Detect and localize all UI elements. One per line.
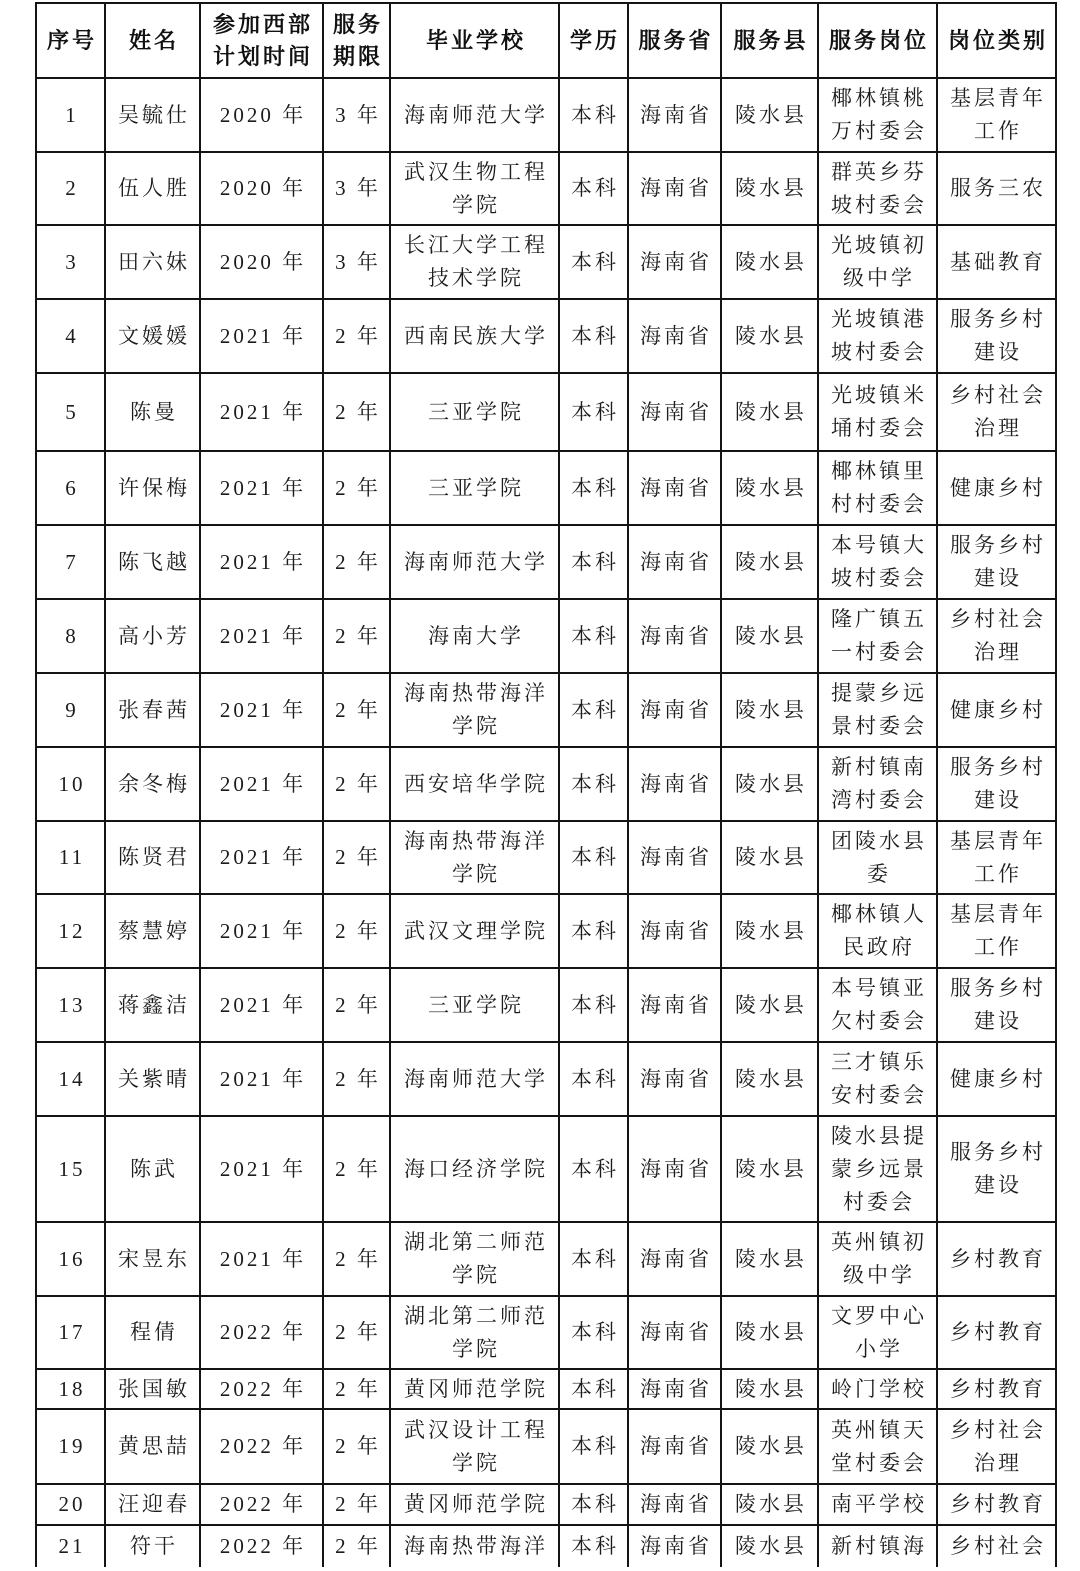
cell-category: 服务乡村建设 xyxy=(937,299,1056,373)
cell-term: 2 年 xyxy=(323,525,390,599)
table-row xyxy=(36,821,1056,894)
cell-post: 椰林镇桃万村委会 xyxy=(818,78,937,152)
cell-name: 宋昱东 xyxy=(105,1222,200,1296)
cell-category: 乡村社会治理 xyxy=(937,373,1056,451)
cell-category: 健康乡村 xyxy=(937,451,1056,525)
cell-name: 文媛媛 xyxy=(105,299,200,373)
cell-degree: 本科 xyxy=(559,1222,628,1296)
cell-province: 海南省 xyxy=(628,821,721,894)
cell-join-time: 2021 年 xyxy=(200,599,323,673)
cell-join-time: 2020 年 xyxy=(200,225,323,299)
cell-post: 新村镇南湾村委会 xyxy=(818,747,937,821)
cell-term: 2 年 xyxy=(323,1409,390,1484)
cell-category: 乡村教育 xyxy=(937,1484,1056,1525)
cell-post: 光坡镇米埇村委会 xyxy=(818,373,937,451)
cell-school: 三亚学院 xyxy=(390,373,559,451)
cell-name: 张春茜 xyxy=(105,673,200,747)
cell-degree: 本科 xyxy=(559,1042,628,1116)
cell-post: 新村镇海 xyxy=(818,1525,937,1567)
cell-term: 3 年 xyxy=(323,152,390,225)
cell-province: 海南省 xyxy=(628,1369,721,1409)
cell-name: 张国敏 xyxy=(105,1369,200,1409)
table-row xyxy=(36,599,1056,673)
header-degree: 学历 xyxy=(559,3,628,78)
header-no: 序号 xyxy=(36,3,105,78)
table-header-row xyxy=(36,3,1056,78)
cell-no: 17 xyxy=(36,1296,105,1369)
cell-name: 关紫晴 xyxy=(105,1042,200,1116)
cell-category: 乡村社会 xyxy=(937,1525,1056,1567)
cell-post: 隆广镇五一村委会 xyxy=(818,599,937,673)
cell-degree: 本科 xyxy=(559,373,628,451)
cell-category: 健康乡村 xyxy=(937,673,1056,747)
table-row xyxy=(36,1042,1056,1116)
cell-post: 英州镇天堂村委会 xyxy=(818,1409,937,1484)
cell-province: 海南省 xyxy=(628,225,721,299)
cell-category: 基层青年工作 xyxy=(937,821,1056,894)
cell-county: 陵水县 xyxy=(721,1409,818,1484)
cell-province: 海南省 xyxy=(628,1116,721,1222)
table-row xyxy=(36,1484,1056,1525)
cell-county: 陵水县 xyxy=(721,525,818,599)
cell-degree: 本科 xyxy=(559,1116,628,1222)
table-row xyxy=(36,451,1056,525)
cell-province: 海南省 xyxy=(628,599,721,673)
cell-post: 本号镇亚欠村委会 xyxy=(818,968,937,1042)
cell-join-time: 2021 年 xyxy=(200,373,323,451)
cell-degree: 本科 xyxy=(559,525,628,599)
cell-county: 陵水县 xyxy=(721,1222,818,1296)
table-body xyxy=(36,78,1056,1567)
table-row xyxy=(36,968,1056,1042)
cell-school: 湖北第二师范学院 xyxy=(390,1222,559,1296)
cell-county: 陵水县 xyxy=(721,299,818,373)
cell-category: 基层青年工作 xyxy=(937,78,1056,152)
cell-no: 13 xyxy=(36,968,105,1042)
cell-category: 基础教育 xyxy=(937,225,1056,299)
cell-no: 18 xyxy=(36,1369,105,1409)
cell-county: 陵水县 xyxy=(721,673,818,747)
header-post: 服务岗位 xyxy=(818,3,937,78)
cell-degree: 本科 xyxy=(559,152,628,225)
cell-school: 三亚学院 xyxy=(390,451,559,525)
cell-no: 19 xyxy=(36,1409,105,1484)
cell-county: 陵水县 xyxy=(721,1116,818,1222)
cell-school: 武汉文理学院 xyxy=(390,894,559,968)
cell-county: 陵水县 xyxy=(721,152,818,225)
cell-join-time: 2021 年 xyxy=(200,1042,323,1116)
table-row xyxy=(36,78,1056,152)
cell-no: 14 xyxy=(36,1042,105,1116)
cell-school: 武汉设计工程学院 xyxy=(390,1409,559,1484)
cell-no: 20 xyxy=(36,1484,105,1525)
cell-no: 16 xyxy=(36,1222,105,1296)
cell-county: 陵水县 xyxy=(721,894,818,968)
cell-county: 陵水县 xyxy=(721,1042,818,1116)
cell-join-time: 2021 年 xyxy=(200,821,323,894)
cell-post: 陵水县提蒙乡远景村委会 xyxy=(818,1116,937,1222)
cell-category: 服务乡村建设 xyxy=(937,747,1056,821)
cell-no: 10 xyxy=(36,747,105,821)
cell-term: 2 年 xyxy=(323,299,390,373)
cell-term: 3 年 xyxy=(323,78,390,152)
cell-term: 2 年 xyxy=(323,1484,390,1525)
cell-school: 海南师范大学 xyxy=(390,1042,559,1116)
cell-province: 海南省 xyxy=(628,373,721,451)
cell-term: 2 年 xyxy=(323,1525,390,1567)
cell-category: 服务乡村建设 xyxy=(937,525,1056,599)
header-school: 毕业学校 xyxy=(390,3,559,78)
cell-term: 3 年 xyxy=(323,225,390,299)
header-county: 服务县 xyxy=(721,3,818,78)
cell-term: 2 年 xyxy=(323,1296,390,1369)
table-row xyxy=(36,894,1056,968)
table-row xyxy=(36,1116,1056,1222)
cell-school: 黄冈师范学院 xyxy=(390,1369,559,1409)
cell-no: 8 xyxy=(36,599,105,673)
cell-join-time: 2022 年 xyxy=(200,1525,323,1567)
cell-degree: 本科 xyxy=(559,1296,628,1369)
cell-school: 海南热带海洋学院 xyxy=(390,821,559,894)
cell-name: 田六妹 xyxy=(105,225,200,299)
cell-term: 2 年 xyxy=(323,451,390,525)
cell-join-time: 2022 年 xyxy=(200,1369,323,1409)
cell-province: 海南省 xyxy=(628,152,721,225)
cell-degree: 本科 xyxy=(559,1525,628,1567)
cell-no: 21 xyxy=(36,1525,105,1567)
cell-name: 陈飞越 xyxy=(105,525,200,599)
cell-province: 海南省 xyxy=(628,1409,721,1484)
cell-join-time: 2021 年 xyxy=(200,673,323,747)
cell-degree: 本科 xyxy=(559,894,628,968)
cell-province: 海南省 xyxy=(628,894,721,968)
cell-province: 海南省 xyxy=(628,747,721,821)
cell-no: 7 xyxy=(36,525,105,599)
cell-name: 汪迎春 xyxy=(105,1484,200,1525)
cell-post: 南平学校 xyxy=(818,1484,937,1525)
cell-name: 蒋鑫洁 xyxy=(105,968,200,1042)
cell-no: 12 xyxy=(36,894,105,968)
cell-term: 2 年 xyxy=(323,373,390,451)
cell-category: 乡村教育 xyxy=(937,1222,1056,1296)
cell-join-time: 2020 年 xyxy=(200,152,323,225)
cell-post: 椰林镇里村村委会 xyxy=(818,451,937,525)
cell-school: 海口经济学院 xyxy=(390,1116,559,1222)
header-province: 服务省 xyxy=(628,3,721,78)
cell-post: 岭门学校 xyxy=(818,1369,937,1409)
cell-county: 陵水县 xyxy=(721,451,818,525)
cell-term: 2 年 xyxy=(323,821,390,894)
cell-county: 陵水县 xyxy=(721,968,818,1042)
cell-degree: 本科 xyxy=(559,299,628,373)
cell-province: 海南省 xyxy=(628,1296,721,1369)
table-row xyxy=(36,152,1056,225)
table-row xyxy=(36,673,1056,747)
cell-term: 2 年 xyxy=(323,599,390,673)
cell-degree: 本科 xyxy=(559,968,628,1042)
cell-join-time: 2022 年 xyxy=(200,1296,323,1369)
table-row xyxy=(36,525,1056,599)
cell-join-time: 2021 年 xyxy=(200,1116,323,1222)
cell-no: 3 xyxy=(36,225,105,299)
cell-county: 陵水县 xyxy=(721,225,818,299)
cell-province: 海南省 xyxy=(628,673,721,747)
cell-category: 服务乡村建设 xyxy=(937,1116,1056,1222)
cell-name: 蔡慧婷 xyxy=(105,894,200,968)
cell-name: 高小芳 xyxy=(105,599,200,673)
cell-county: 陵水县 xyxy=(721,1369,818,1409)
cell-school: 海南师范大学 xyxy=(390,78,559,152)
cell-post: 群英乡芬坡村委会 xyxy=(818,152,937,225)
header-name: 姓名 xyxy=(105,3,200,78)
table-row xyxy=(36,1296,1056,1369)
cell-province: 海南省 xyxy=(628,1222,721,1296)
cell-degree: 本科 xyxy=(559,225,628,299)
cell-school: 黄冈师范学院 xyxy=(390,1484,559,1525)
cell-province: 海南省 xyxy=(628,1042,721,1116)
cell-school: 长江大学工程技术学院 xyxy=(390,225,559,299)
cell-province: 海南省 xyxy=(628,451,721,525)
cell-school: 西南民族大学 xyxy=(390,299,559,373)
cell-term: 2 年 xyxy=(323,1222,390,1296)
cell-school: 海南热带海洋 xyxy=(390,1525,559,1567)
cell-join-time: 2022 年 xyxy=(200,1484,323,1525)
cell-join-time: 2021 年 xyxy=(200,968,323,1042)
cell-degree: 本科 xyxy=(559,747,628,821)
cell-post: 提蒙乡远景村委会 xyxy=(818,673,937,747)
cell-province: 海南省 xyxy=(628,968,721,1042)
cell-degree: 本科 xyxy=(559,451,628,525)
cell-name: 陈武 xyxy=(105,1116,200,1222)
table-row xyxy=(36,225,1056,299)
cell-no: 5 xyxy=(36,373,105,451)
table-row xyxy=(36,1525,1056,1567)
header-term: 服务期限 xyxy=(323,3,390,78)
roster-document xyxy=(35,2,1055,1567)
cell-name: 余冬梅 xyxy=(105,747,200,821)
cell-no: 1 xyxy=(36,78,105,152)
roster-table xyxy=(35,2,1057,1567)
cell-school: 武汉生物工程学院 xyxy=(390,152,559,225)
cell-category: 服务乡村建设 xyxy=(937,968,1056,1042)
table-row xyxy=(36,747,1056,821)
cell-province: 海南省 xyxy=(628,78,721,152)
cell-term: 2 年 xyxy=(323,747,390,821)
cell-province: 海南省 xyxy=(628,1525,721,1567)
cell-degree: 本科 xyxy=(559,821,628,894)
cell-join-time: 2021 年 xyxy=(200,747,323,821)
cell-degree: 本科 xyxy=(559,1409,628,1484)
header-join-time: 参加西部计划时间 xyxy=(200,3,323,78)
cell-county: 陵水县 xyxy=(721,821,818,894)
cell-post: 光坡镇初级中学 xyxy=(818,225,937,299)
cell-province: 海南省 xyxy=(628,299,721,373)
cell-county: 陵水县 xyxy=(721,78,818,152)
cell-category: 基层青年工作 xyxy=(937,894,1056,968)
cell-name: 吴毓仕 xyxy=(105,78,200,152)
cell-name: 符干 xyxy=(105,1525,200,1567)
table-row xyxy=(36,1409,1056,1484)
cell-post: 本号镇大坡村委会 xyxy=(818,525,937,599)
cell-join-time: 2020 年 xyxy=(200,78,323,152)
cell-degree: 本科 xyxy=(559,599,628,673)
cell-post: 英州镇初级中学 xyxy=(818,1222,937,1296)
cell-no: 11 xyxy=(36,821,105,894)
cell-category: 健康乡村 xyxy=(937,1042,1056,1116)
cell-name: 陈曼 xyxy=(105,373,200,451)
cell-name: 伍人胜 xyxy=(105,152,200,225)
table-row xyxy=(36,1369,1056,1409)
cell-category: 乡村教育 xyxy=(937,1296,1056,1369)
cell-province: 海南省 xyxy=(628,1484,721,1525)
cell-post: 三才镇乐安村委会 xyxy=(818,1042,937,1116)
table-row xyxy=(36,1222,1056,1296)
cell-post: 文罗中心小学 xyxy=(818,1296,937,1369)
cell-join-time: 2021 年 xyxy=(200,451,323,525)
cell-term: 2 年 xyxy=(323,968,390,1042)
table-row xyxy=(36,299,1056,373)
cell-term: 2 年 xyxy=(323,673,390,747)
cell-no: 6 xyxy=(36,451,105,525)
cell-school: 三亚学院 xyxy=(390,968,559,1042)
cell-term: 2 年 xyxy=(323,894,390,968)
cell-school: 海南热带海洋学院 xyxy=(390,673,559,747)
cell-school: 海南大学 xyxy=(390,599,559,673)
cell-post: 椰林镇人民政府 xyxy=(818,894,937,968)
cell-county: 陵水县 xyxy=(721,599,818,673)
cell-degree: 本科 xyxy=(559,1369,628,1409)
cell-post: 团陵水县委 xyxy=(818,821,937,894)
cell-county: 陵水县 xyxy=(721,1525,818,1567)
cell-category: 乡村教育 xyxy=(937,1369,1056,1409)
cell-degree: 本科 xyxy=(559,1484,628,1525)
cell-school: 海南师范大学 xyxy=(390,525,559,599)
cell-degree: 本科 xyxy=(559,673,628,747)
cell-join-time: 2022 年 xyxy=(200,1409,323,1484)
cell-no: 2 xyxy=(36,152,105,225)
cell-term: 2 年 xyxy=(323,1369,390,1409)
cell-school: 湖北第二师范学院 xyxy=(390,1296,559,1369)
cell-join-time: 2021 年 xyxy=(200,299,323,373)
cell-county: 陵水县 xyxy=(721,747,818,821)
cell-county: 陵水县 xyxy=(721,373,818,451)
cell-province: 海南省 xyxy=(628,525,721,599)
table-row xyxy=(36,373,1056,451)
cell-name: 陈贤君 xyxy=(105,821,200,894)
cell-degree: 本科 xyxy=(559,78,628,152)
cell-no: 15 xyxy=(36,1116,105,1222)
cell-county: 陵水县 xyxy=(721,1484,818,1525)
cell-join-time: 2021 年 xyxy=(200,525,323,599)
cell-county: 陵水县 xyxy=(721,1296,818,1369)
cell-no: 4 xyxy=(36,299,105,373)
cell-name: 程倩 xyxy=(105,1296,200,1369)
cell-school: 西安培华学院 xyxy=(390,747,559,821)
cell-name: 黄思喆 xyxy=(105,1409,200,1484)
cell-category: 乡村社会治理 xyxy=(937,1409,1056,1484)
cell-term: 2 年 xyxy=(323,1042,390,1116)
cell-join-time: 2021 年 xyxy=(200,894,323,968)
cell-term: 2 年 xyxy=(323,1116,390,1222)
cell-no: 9 xyxy=(36,673,105,747)
cell-join-time: 2021 年 xyxy=(200,1222,323,1296)
cell-category: 乡村社会治理 xyxy=(937,599,1056,673)
header-category: 岗位类别 xyxy=(937,3,1056,78)
cell-name: 许保梅 xyxy=(105,451,200,525)
cell-category: 服务三农 xyxy=(937,152,1056,225)
cell-post: 光坡镇港坡村委会 xyxy=(818,299,937,373)
